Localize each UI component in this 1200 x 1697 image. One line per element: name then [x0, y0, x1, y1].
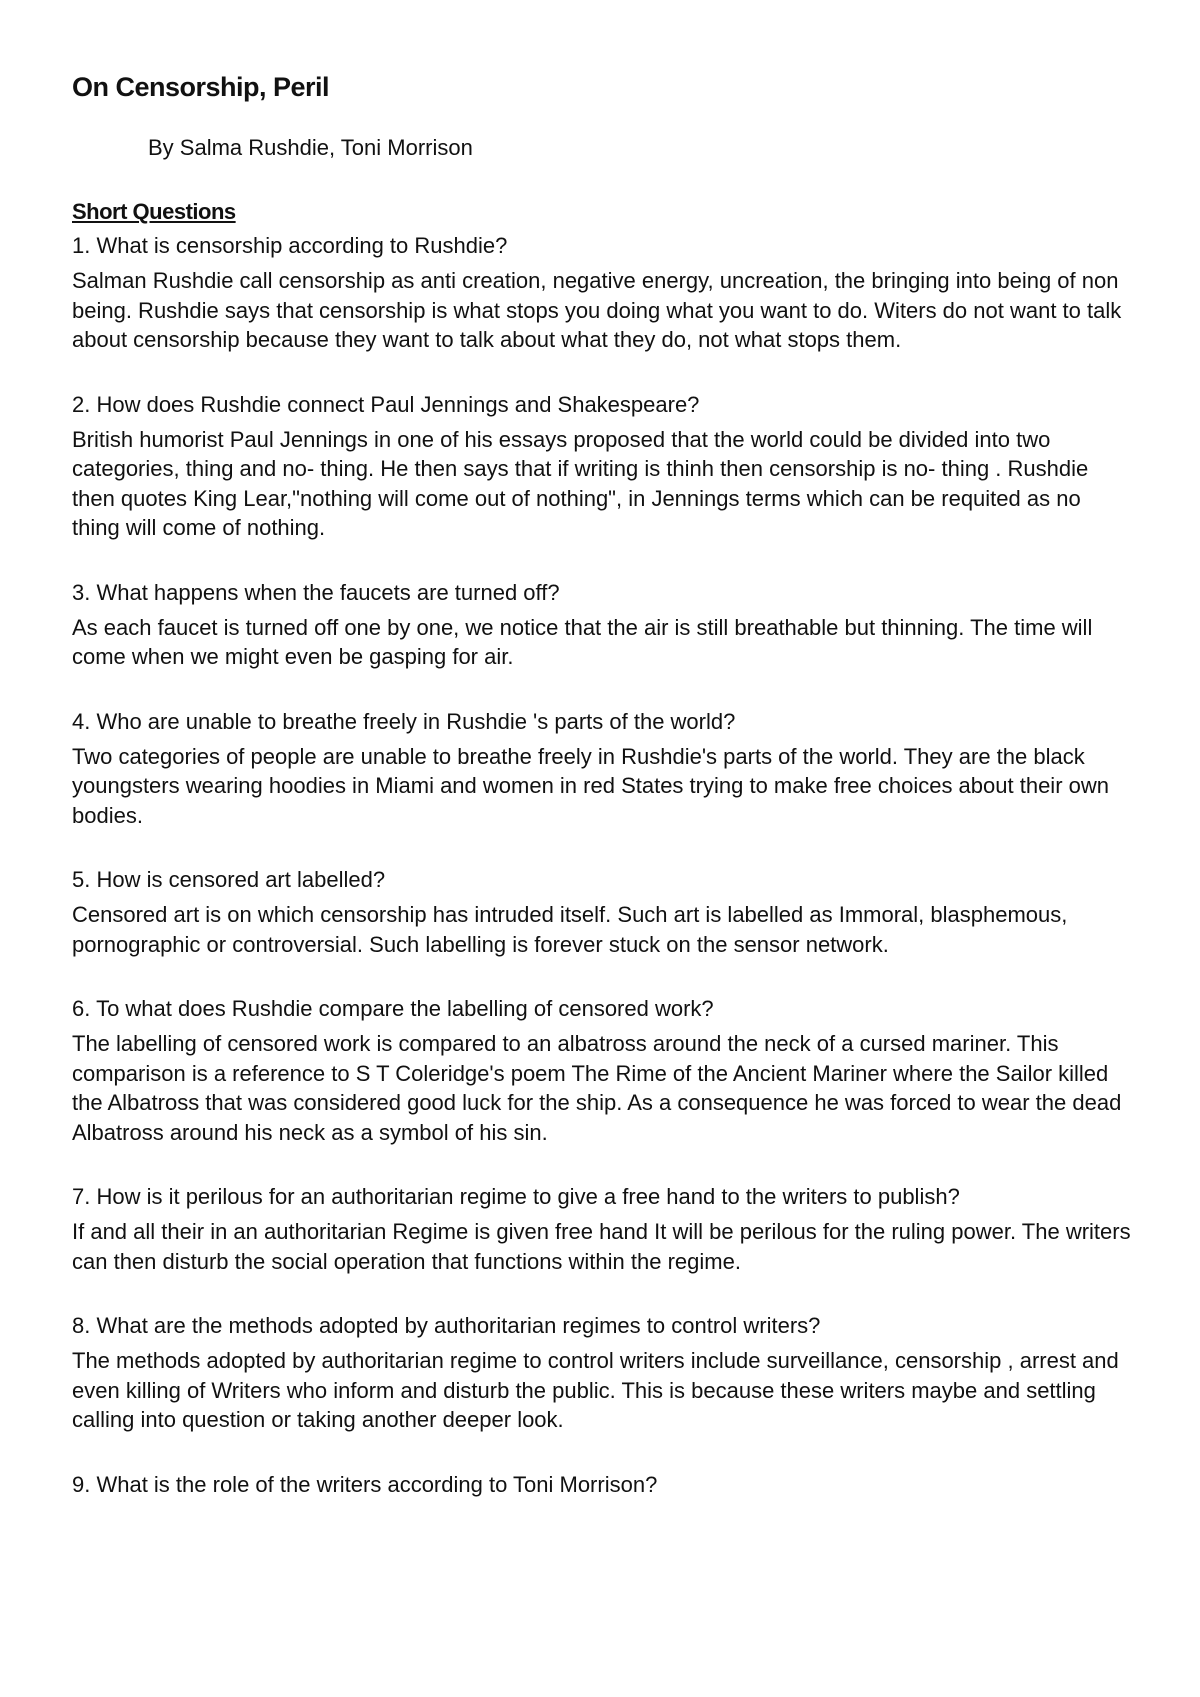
qa-item-2	[72, 391, 1142, 543]
answer-text: Censored art is on which censorship has intruded itself. Such art is labelled as Immoral, blasphemous, pornographic or controversial. Such labelling is forever stuck on the sensor network.	[72, 902, 1068, 957]
qa-item-7	[72, 1183, 1142, 1276]
answer-text: Salman Rushdie call censorship as anti creation, negative energy, uncreation, the bringing into being of non being. Rushdie says that censorship is what stops you doing what you want to do. Witers do not want to talk about censorship because they want to talk about what they do, not what stops them.	[72, 268, 1122, 352]
qa-item-1	[72, 232, 1142, 355]
answer-text: The methods adopted by authoritarian regime to control writers include surveillance, censorship , arrest and even killing of Writers who inform and disturb the public. This is because these writers maybe and settling calling into question or taking another deeper look.	[72, 1348, 1119, 1432]
question-text: 6. To what does Rushdie compare the labelling of censored work?	[72, 996, 714, 1021]
question-text: 7. How is it perilous for an authoritarian regime to give a free hand to the writers to publish?	[72, 1184, 960, 1209]
question-text: 2. How does Rushdie connect Paul Jennings and Shakespeare?	[72, 391, 700, 417]
author-byline: By Salma Rushdie, Toni Morrison	[148, 135, 473, 160]
answer-text: If and all their in an authoritarian Regime is given free hand It will be perilous for the ruling power. The writers can then disturb the social operation that functions within the regime.	[72, 1219, 1131, 1274]
section-heading-short-questions: Short Questions	[72, 199, 236, 224]
answer-text: As each faucet is turned off one by one, we notice that the air is still breathable but thinning. The time will come when we might even be gasping for air.	[72, 614, 1093, 669]
document-title: On Censorship, Peril	[72, 72, 330, 102]
qa-item-4	[72, 708, 1142, 831]
question-text: 1. What is censorship according to Rushdie?	[72, 233, 508, 258]
qa-item-8	[72, 1312, 1142, 1435]
qa-item-9	[72, 1471, 1142, 1499]
question-text: 8. What are the methods adopted by authoritarian regimes to control writers?	[72, 1313, 821, 1338]
question-text: 4. Who are unable to breathe freely in Rushdie 's parts of the world?	[72, 708, 736, 734]
question-text: 5. How is censored art labelled?	[72, 867, 386, 892]
question-text: 9. What is the role of the writers according to Toni Morrison?	[72, 1471, 658, 1497]
document-page	[72, 70, 1142, 1499]
answer-text: The labelling of censored work is compared to an albatross around the neck of a cursed mariner. This comparison is a reference to S T Coleridge's poem The Rime of the Ancient Mariner where the Sailor killed the Albatross that was considered good luck for the ship. As a consequence he was forced to wear the dead Albatross around his neck as a symbol of his sin.	[72, 1031, 1122, 1145]
qa-item-5	[72, 866, 1142, 959]
answer-text: British humorist Paul Jennings in one of his essays proposed that the world could be divided into two categories, thing and no- thing. He then says that if writing is thinh then censorship is no- thing . Rushdie then quotes King Lear,"nothing will come out of nothing", in Jennings terms which can be requited as no thing will come of nothing.	[72, 426, 1089, 540]
qa-item-6	[72, 995, 1142, 1147]
qa-item-3	[72, 579, 1142, 672]
answer-text: Two categories of people are unable to breathe freely in Rushdie's parts of the world. They are the black youngsters wearing hoodies in Miami and women in red States trying to make free choices about their own bodies.	[72, 743, 1109, 828]
question-text: 3. What happens when the faucets are turned off?	[72, 579, 560, 605]
